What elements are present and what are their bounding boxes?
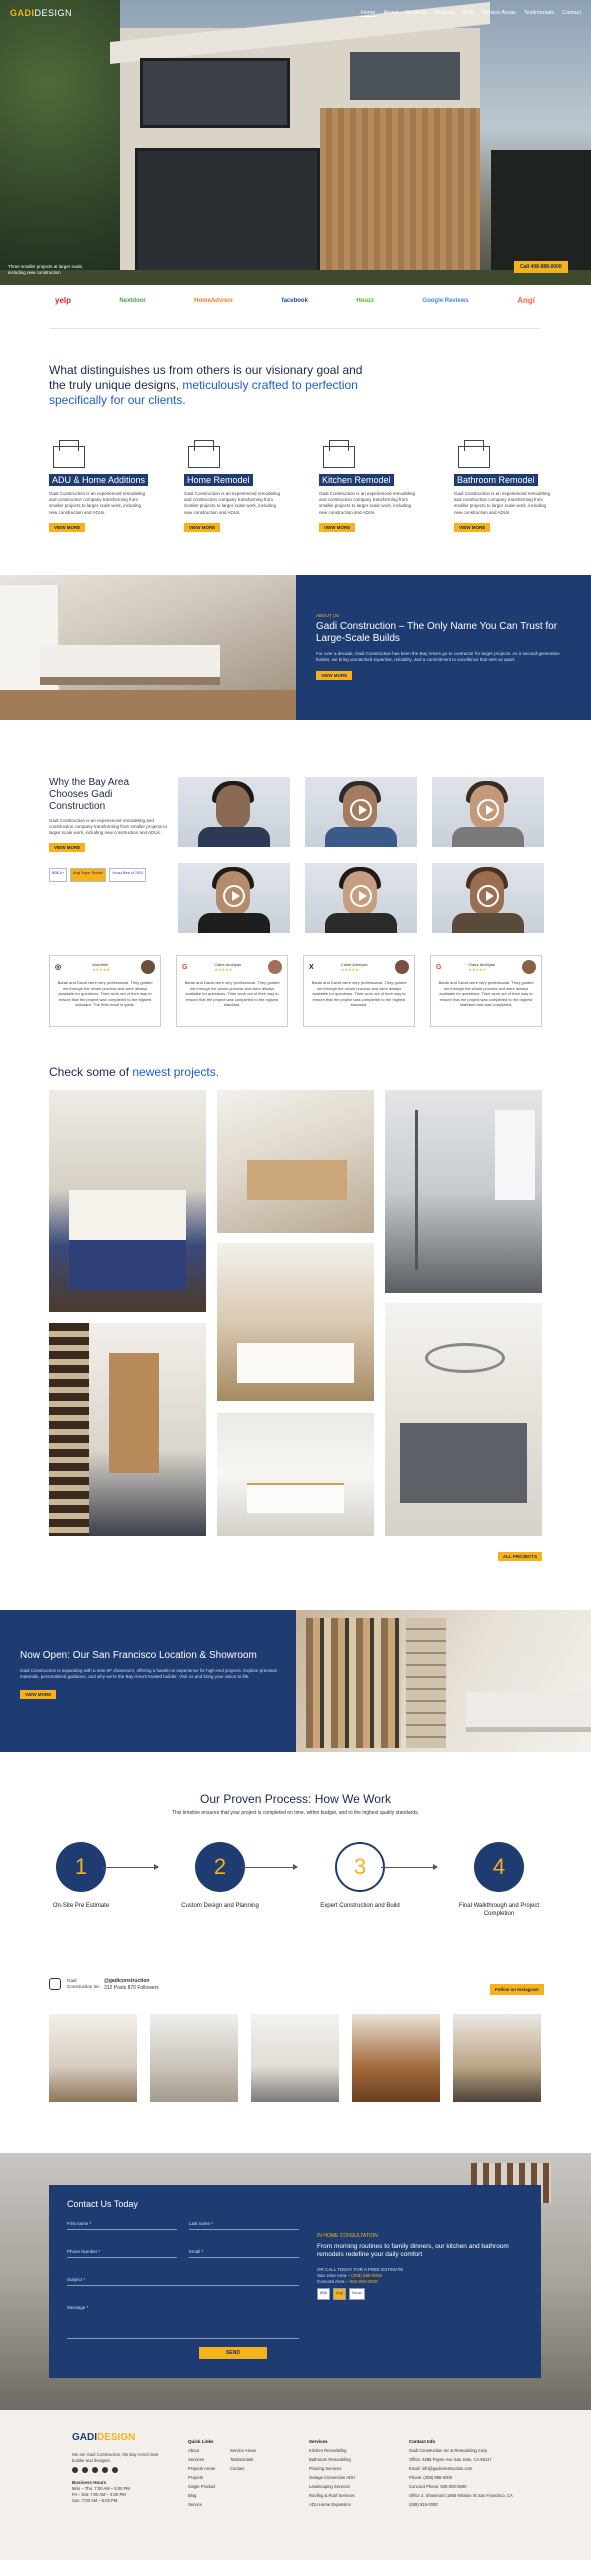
first-name-field[interactable]: First name * [67,2221,177,2230]
video-testimonial-2[interactable] [305,777,417,847]
step-label: Final Walkthrough and Project Completion [458,1903,540,1917]
footer-link[interactable]: Single Product [188,2484,216,2489]
instagram-subname: Construction Inc. [67,1984,101,1989]
avatar [522,960,536,974]
instagram-icon [49,1978,61,1990]
services-title: Services [309,2439,328,2444]
service-title[interactable]: ADU & Home Additions [49,474,148,486]
logo-sub: DESIGN [34,8,73,18]
send-button[interactable]: SEND [199,2347,267,2359]
why-view-more-button[interactable]: VIEW MORE [49,843,85,852]
process-step-1 [31,1842,131,1910]
review-text: Barak and David were very professional. They guided me through the whole process and were always available for questions. Their work out of their way to ensure that the project was completed to the highest standard and was completed. [438,980,534,1007]
video-testimonial-1[interactable] [178,777,290,847]
youtube-icon[interactable] [102,2467,108,2473]
site-logo[interactable]: GADIDESIGN [10,8,73,18]
reviewer-name: charmtile [92,962,109,967]
nav-link-home[interactable]: Home [360,9,376,16]
showroom-heading: Now Open: Our San Francisco Location & Showroom [20,1650,257,1661]
avatar [141,960,155,974]
rating-stars: ★★★★★ [468,967,487,972]
phone-2-label: Concord Area – [317,2279,350,2284]
step-label: On-Site Pre Estimate [52,1903,110,1909]
follow-instagram-button[interactable]: Follow on Instagram [490,1984,544,1995]
contact-badges [317,2288,365,2300]
arrow-right-icon [381,1867,437,1868]
instagram-handle[interactable]: @gadiconstruction [104,1978,150,1984]
footer-link[interactable]: Services [188,2457,205,2462]
google-reviews-logo[interactable]: Google Reviews [422,297,469,304]
showroom-text: Gadi Construction is expanding with a new SF showroom, offering a hands-on experience for high-end projects. Explore premium materials, personalized guidance, and why we're the Bay Area's trusted builder. Visit us and bring your vision to life. [20,1668,278,1679]
service-text: Gadi Construction is an experienced remodeling and construction company transforming from smaller projects to larger scale work, including new construction and ADUs. [184,491,281,515]
service-view-more-button[interactable]: VIEW MORE [184,523,220,532]
play-icon[interactable] [350,799,372,821]
review-text: Barak and David were very professional. They guided me through the whole process and were always available for questions. Their work out of their way to ensure that the project was completed to the highest standard. The final result is great. [57,980,153,1007]
projects-title-a: Check some of [49,1065,133,1079]
instagram-post-3[interactable] [251,2014,339,2102]
step-label: Expert Construction and Build [320,1903,400,1909]
footer-link[interactable]: Flooring Services [309,2466,342,2471]
step-number: 2 [195,1842,245,1892]
footer-social-icons [72,2467,118,2473]
facebook-icon[interactable] [72,2467,78,2473]
angi-badge: Angi Super Service [70,868,106,882]
footer-contact-line[interactable]: (408) 816-0000 [409,2502,438,2507]
footer-link[interactable]: Testimonials [230,2457,254,2462]
project-photo-galley-kitchen[interactable] [217,1090,374,1233]
x-icon: X [309,963,314,971]
instagram-post-4[interactable] [352,2014,440,2102]
footer-logo-sub: DESIGN [97,2432,136,2443]
kitchen-photo [0,575,296,720]
footer-contact-info [409,2437,539,2509]
footer-link[interactable]: Projects [188,2475,204,2480]
service-view-more-button[interactable]: VIEW MORE [454,523,490,532]
service-view-more-button[interactable]: VIEW MORE [49,523,85,532]
kitchen-icon [319,440,359,470]
service-card-adu [49,440,149,534]
top-navigation [0,0,591,26]
last-name-field[interactable]: Last name * [189,2221,299,2230]
footer-quick-links [188,2437,215,2509]
nav-link-about[interactable]: About [383,9,398,16]
video-testimonial-4[interactable] [178,863,290,933]
service-title[interactable]: Home Remodel [184,474,253,486]
instagram-post-2[interactable] [150,2014,238,2102]
footer-contact-line[interactable]: Concord Phone: 925-000-0000 [409,2484,467,2489]
project-photo-shower[interactable] [385,1090,542,1293]
call-info [317,2267,403,2285]
video-testimonial-5[interactable] [305,863,417,933]
hours-row: Fri – Sat: 7:00 AM – 5:00 PM [72,2492,126,2497]
hours-row: Mon – Thu: 7:00 AM – 5:00 PM [72,2486,130,2491]
play-icon[interactable] [350,885,372,907]
projects-title [49,1065,219,1079]
footer-link[interactable]: Bathroom Remodeling [309,2457,351,2462]
nav-link-contact[interactable]: Contact [562,9,581,16]
review-card-1 [49,955,161,1027]
service-title[interactable]: Kitchen Remodel [319,474,394,486]
footer-hours [72,2480,130,2504]
footer-contact-line: Office 2: Showroom 1855 Mission St San Francisco, CA [409,2493,513,2498]
service-title[interactable]: Bathroom Remodel [454,474,538,486]
linkedin-icon[interactable] [112,2467,118,2473]
subject-field[interactable]: Subject * [67,2277,299,2286]
message-field[interactable]: Message * [67,2305,299,2339]
houzz-badge: Houzz [349,2288,365,2300]
about-heading: Gadi Construction – The Only Name You Can Trust for Large-Scale Builds [316,621,558,644]
footer-link[interactable]: About [188,2448,199,2453]
instagram-stats: 312 Posts 870 Followers [104,1985,159,1991]
rating-stars: ★★★★★ [214,967,233,972]
play-icon[interactable] [477,799,499,821]
reviewer-name: Claire Amelyan [214,962,242,967]
service-text: Gadi Construction is an experienced remodeling and construction company transforming from smaller projects to larger scale work, including new construction and ADUs. [49,491,146,515]
project-photo-stairway[interactable] [49,1323,206,1536]
all-projects-button[interactable]: ALL PROJECTS [498,1552,542,1561]
home-remodel-icon [184,440,224,470]
about-view-more-button[interactable]: VIEW MORE [316,671,352,680]
partner-logos [55,296,535,305]
phone-field[interactable]: Phone Number * [67,2249,177,2258]
service-card-bathroom-remodel [454,440,554,534]
house-addition-icon [49,440,89,470]
x-icon[interactable] [92,2467,98,2473]
nav-link-services[interactable]: Services [405,9,427,16]
play-icon[interactable] [223,885,245,907]
arrow-right-icon [102,1867,158,1868]
footer-link[interactable]: Service Areas [230,2448,256,2453]
about-kicker: ABOUT US [316,613,339,618]
showroom-photo [296,1610,591,1752]
video-testimonial-6[interactable] [432,863,544,933]
hero-call-button[interactable]: Call 408-888-0000 [514,261,568,273]
hours-row: Sun: 7:00 AM – 5:00 PM [72,2498,118,2503]
nav-link-blog[interactable]: Blog [462,9,474,16]
email-field[interactable]: Email * [189,2249,299,2258]
google-icon: G [436,963,442,971]
service-text: Gadi Construction is an experienced remodeling and construction company transforming from smaller projects to larger scale work, including new construction and ADUs. [319,491,416,515]
intro-text: What distinguishes us from others is our visionary goal and the truly unique designs, [49,363,363,392]
angi-badge: Angi [333,2288,346,2300]
call-label: OR CALL TODAY FOR A FREE ESTIMATE [317,2267,404,2272]
instagram-post-1[interactable] [49,2014,137,2102]
phone-1-link[interactable]: (408) 888-0000 [351,2273,383,2278]
footer-contact-line: Office: 4285 Payne Ave San Jose, CA 95117 [409,2457,492,2462]
hero-tree-photo [0,0,120,285]
avatar [268,960,282,974]
process-heading: Our Proven Process: How We Work [200,1792,391,1806]
service-card-kitchen-remodel [319,440,419,534]
review-text: Barak and David were very professional. They guided me through the whole process and were always available for questions. Their work out of their way to ensure that the project was completed to the highest standard. [184,980,280,1007]
project-photo-modern-kitchen[interactable] [385,1303,542,1536]
phone-2-link[interactable]: 925-000-0000 [349,2279,378,2284]
service-text: Gadi Construction is an experienced remodeling and construction company transforming from smaller projects to larger scale work, including new construction and ADUs. [454,491,551,515]
process-step-2 [170,1842,270,1910]
houzz-badge: Houzz Best of 2024 [109,868,146,882]
why-text: Gadi Construction is an experienced remodeling and construction company transforming from smaller projects to larger scale work, including new construction and ADUs. [49,818,168,835]
step-number: 4 [474,1842,524,1892]
about-banner [0,575,591,720]
why-choose-section [49,777,169,854]
footer-link[interactable]: Landscaping Services [309,2484,350,2489]
instagram-handle-block [104,1978,159,1992]
service-view-more-button[interactable]: VIEW MORE [319,523,355,532]
intro-statement [49,363,379,408]
nav-link-testimonials[interactable]: Testimonials [523,9,555,16]
why-heading: Why the Bay Area Chooses Gadi Construction [49,777,130,812]
contact-form-panel [49,2185,541,2378]
rating-stars: ★★★★★ [340,967,359,972]
phone-1-label: San Jose Area – [317,2273,352,2278]
step-number: 3 [335,1842,385,1892]
avatar [395,960,409,974]
step-label: Custom Design and Planning [181,1903,259,1909]
nextdoor-logo[interactable]: Nextdoor [119,297,146,304]
showroom-panel [0,1610,296,1752]
process-step-4 [449,1842,549,1918]
step-number: 1 [56,1842,106,1892]
hours-title: Business Hours [72,2480,107,2485]
contact-info-title: Contact Info [409,2439,436,2444]
footer-link[interactable]: ADU Home Expansion [309,2502,351,2507]
footer-quick-links-2 [230,2446,256,2473]
nav-link-service-areas[interactable]: Service Areas [481,9,516,16]
footer-about: We are Gadi Construction, the Bay Area's best builder and designer. [72,2452,159,2463]
process-subheading: This timeline ensures that your project is completed on time, within budget, and to the highest quality standards. [171,1810,420,1816]
divider [50,328,540,329]
bbb-badge: BBB [317,2288,330,2300]
project-photo-bathroom-vanity[interactable] [217,1413,374,1536]
bathroom-icon [454,440,494,470]
footer-link[interactable]: Roofing & Roof Services [309,2493,355,2498]
footer-contact-line[interactable]: Email: info@gadiconstruction.com [409,2466,473,2471]
footer-logo[interactable]: GADIDESIGN [72,2432,136,2443]
footer-link[interactable]: Blog [188,2493,197,2498]
facebook-logo[interactable]: facebook [281,297,308,304]
about-text: For over a decade, Gadi Construction has been the Bay Area's go-to contractor for larger projects. As a second-generation builder, we bring unmatched expertise, reliability, and a commitment to excellence that sets us apart. [316,651,560,662]
review-card-2 [176,955,288,1027]
instagram-name: Gadi [67,1978,77,1983]
instagram-icon[interactable] [82,2467,88,2473]
projects-title-highlight: newest projects. [132,1065,220,1079]
project-photo-kitchen-shelves[interactable] [217,1243,374,1401]
arrow-right-icon [241,1867,297,1868]
nav-links [361,10,581,17]
quick-links-title: Quick Links [188,2439,214,2444]
consultation-kicker: IN HOME CONSULTATION [317,2233,378,2239]
angi-logo[interactable]: Angi [517,296,535,305]
homeadvisor-logo[interactable]: HomeAdvisor [194,297,234,304]
review-card-3 [303,955,415,1027]
trust-badges [49,868,146,882]
hero-section [0,0,591,285]
reviewer-name: Claire Amelyan [340,962,368,967]
process-step-3 [310,1842,410,1910]
footer-services [309,2437,355,2509]
review-card-4 [430,955,542,1027]
footer-link[interactable]: Garage Conversion ADU [309,2475,356,2480]
houzz-logo[interactable]: Houzz [356,297,375,304]
footer-link[interactable]: Kitchen Remodeling [309,2448,347,2453]
footer-link[interactable]: Service [188,2502,202,2507]
service-card-home-remodel [184,440,284,534]
hero-house-photo [120,28,480,273]
review-text: Barak and David were very professional. They guided me through the whole process and were always available for questions. Their work out of their way to ensure that the project was completed to the highest standard. [311,980,407,1007]
footer-contact-line: Gadi Construction Inc & Remodeling Corp [409,2448,487,2453]
reviewer-name: Claire Amelyan [468,962,496,967]
showroom-banner [0,1610,591,1752]
about-banner-panel [296,575,591,720]
footer-contact-line[interactable]: Phone: (408) 888-0000 [409,2475,453,2480]
hero-tagline: Three smaller projects at larger scale, including new construction [8,264,84,275]
instagram-profile [49,1978,101,1990]
showroom-view-more-button[interactable]: VIEW MORE [20,1690,56,1699]
bbb-badge: BBB A+ [49,868,67,882]
consultation-quote: From morning routines to family dinners, our kitchen and bathroom remodels redefine your daily comfort [317,2243,509,2258]
video-testimonial-3[interactable] [432,777,544,847]
yelp-logo[interactable]: yelp [55,296,72,305]
footer-link[interactable]: Contact [230,2466,245,2471]
play-icon[interactable] [477,885,499,907]
intro-highlight: meticulously crafted to perfection specifically for our clients. [49,378,358,407]
google-icon: G [182,963,188,971]
nav-link-projects[interactable]: Projects [434,9,455,16]
contact-heading: Contact Us Today [67,2199,138,2209]
instagram-icon: ◎ [55,964,62,971]
footer-link[interactable]: Projects Areas [188,2466,215,2471]
project-photo-kitchen-island[interactable] [49,1090,206,1312]
instagram-post-5[interactable] [453,2014,541,2102]
rating-stars: ★★★★★ [92,967,111,972]
